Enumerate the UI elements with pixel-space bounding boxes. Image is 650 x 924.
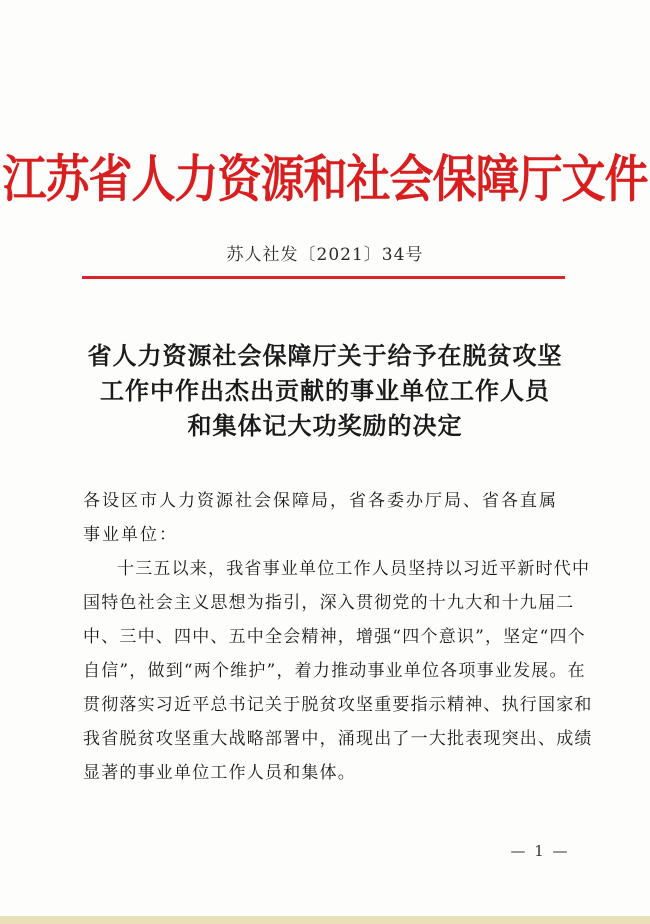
body-line: 我省脱贫攻坚重大战略部署中，涌现出了一大批表现突出、成绩 bbox=[83, 729, 593, 749]
decision-title-line: 和集体记大功奖励的决定 bbox=[187, 411, 463, 440]
issuer-header-title: 江苏省人力资源和社会保障厅文件 bbox=[2, 150, 648, 209]
body-paragraph bbox=[83, 552, 593, 790]
body-line: 十三五以来，我省事业单位工作人员坚持以习近平新时代中 bbox=[117, 559, 591, 579]
body-line: 自信”，做到“两个维护”，着力推动事业单位各项事业发展。在 bbox=[83, 661, 586, 681]
decision-title bbox=[60, 338, 590, 443]
body-line: 贯彻落实习近平总书记关于脱贫攻坚重要指示精神、执行国家和 bbox=[83, 695, 593, 715]
decision-title-line: 工作中作出杰出贡献的事业单位工作人员 bbox=[100, 376, 550, 405]
body-line: 中、三中、四中、五中全会精神，增强“四个意识”，坚定“四个 bbox=[83, 627, 586, 647]
salutation: 各设区市人力资源社会保障局，省各委办厅局、省各直属事业单位： bbox=[83, 491, 558, 545]
body-line: 显著的事业单位工作人员和集体。 bbox=[83, 763, 356, 783]
decision-title-line: 省人力资源社会保障厅关于给予在脱贫攻坚 bbox=[87, 341, 563, 370]
red-separator-rule bbox=[82, 276, 565, 279]
page-number: — 1 — bbox=[510, 842, 570, 860]
body-line: 国特色社会主义思想为指引，深入贯彻党的十九大和十九届二 bbox=[83, 593, 575, 613]
document-number: 苏人社发〔2021〕34号 bbox=[226, 245, 424, 265]
scan-bottom-edge bbox=[0, 916, 650, 924]
